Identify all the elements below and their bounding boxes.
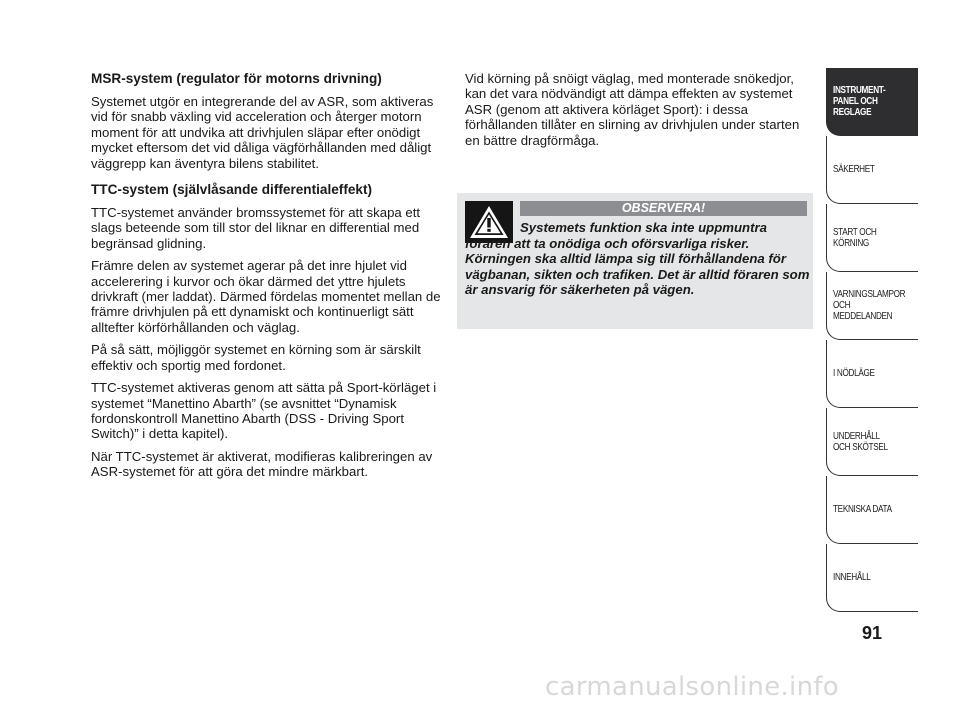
right-column bbox=[465, 71, 810, 148]
ttc-paragraph-4: TTC-systemet aktiveras genom att sätta på Sport-körläget i systemet “Manettino Abarth” (se avsnittet “Dynamisk fordonskontroll Manettino Abarth (DSS - Driving Sport Switch)” i detta kapitel). bbox=[91, 380, 437, 442]
ttc-paragraph-3: På så sätt, möjliggör systemet en körning som är särskilt effektiv och sportig med fordonet. bbox=[91, 342, 421, 373]
ttc-paragraph-1: TTC-systemet använder bromssystemet för att skapa ett slags beteende som till stor del liknar en differential med begränsad glidning. bbox=[91, 205, 421, 251]
tab-varningslampor[interactable]: VARNINGSLAMPOR OCH MEDDELANDEN bbox=[826, 272, 918, 340]
ttc-paragraph-2: Främre delen av systemet agerar på det inre hjulet vid accelerering i kurvor och ökar därmed det yttre hjulets drivkraft (mer laddat). Därmed fördelas momentet mellan de främre drivhjulen på ett dynamiskt och kontinuerligt sätt alltefter körförhållanden och väglag. bbox=[91, 258, 441, 335]
snow-chains-paragraph: Vid körning på snöigt väglag, med monterade snökedjor, kan det vara nödvändigt att dämpa effekten av systemet ASR (genom att aktivera körläget Sport): i dessa förhållanden tillåter en slirning av drivhjulen under starten en bättre dragförmåga. bbox=[465, 71, 800, 148]
tab-sakerhet[interactable]: SÄKERHET bbox=[826, 136, 918, 204]
warning-box bbox=[457, 193, 813, 329]
chapter-tabs bbox=[826, 68, 918, 612]
left-column bbox=[91, 71, 443, 487]
watermark: carmanualsonline.info bbox=[545, 672, 840, 702]
warning-text: Systemets funktion ska inte uppmuntra föraren att ta onödiga och oförsvarliga risker. Körningen ska alltid lämpa sig till förhållandena för vägbanan, sikten och trafiken. Det är alltid föraren som är ansvarig för säkerheten på vägen. bbox=[465, 220, 810, 298]
page-number: 91 bbox=[861, 623, 883, 643]
warning-heading: OBSERVERA! bbox=[520, 201, 807, 216]
tab-i-nodlage[interactable]: I NÖDLÄGE bbox=[826, 340, 918, 408]
ttc-paragraph-5: När TTC-systemet är aktiverat, modifieras kalibreringen av ASR-systemet för att göra det mindre märkbart. bbox=[91, 448, 433, 480]
ttc-heading: TTC-system (självlåsande differentialeffekt) bbox=[91, 182, 373, 198]
msr-heading: MSR-system (regulator för motorns drivning) bbox=[91, 71, 382, 86]
tab-innehall[interactable]: INNEHÅLL bbox=[826, 544, 918, 612]
tab-tekniska-data[interactable]: TEKNISKA DATA bbox=[826, 476, 918, 544]
msr-paragraph: Systemet utgör en integrerande del av ASR, som aktiveras vid för snabb växling vid acceleration och återger motorn moment för att undvika att drivhjulen släpar efter onödigt mycket eftersom det vid dåliga vägförhållanden med dåligt väggrepp kan äventyra bilens stabilitet. bbox=[91, 94, 434, 171]
tab-underhall[interactable]: UNDERHÅLL OCH SKÖTSEL bbox=[826, 408, 918, 476]
tab-start-och-korning[interactable]: START OCH KÖRNING bbox=[826, 204, 918, 272]
tab-instrumentpanel[interactable]: INSTRUMENT- PANEL OCH REGLAGE bbox=[826, 68, 918, 136]
